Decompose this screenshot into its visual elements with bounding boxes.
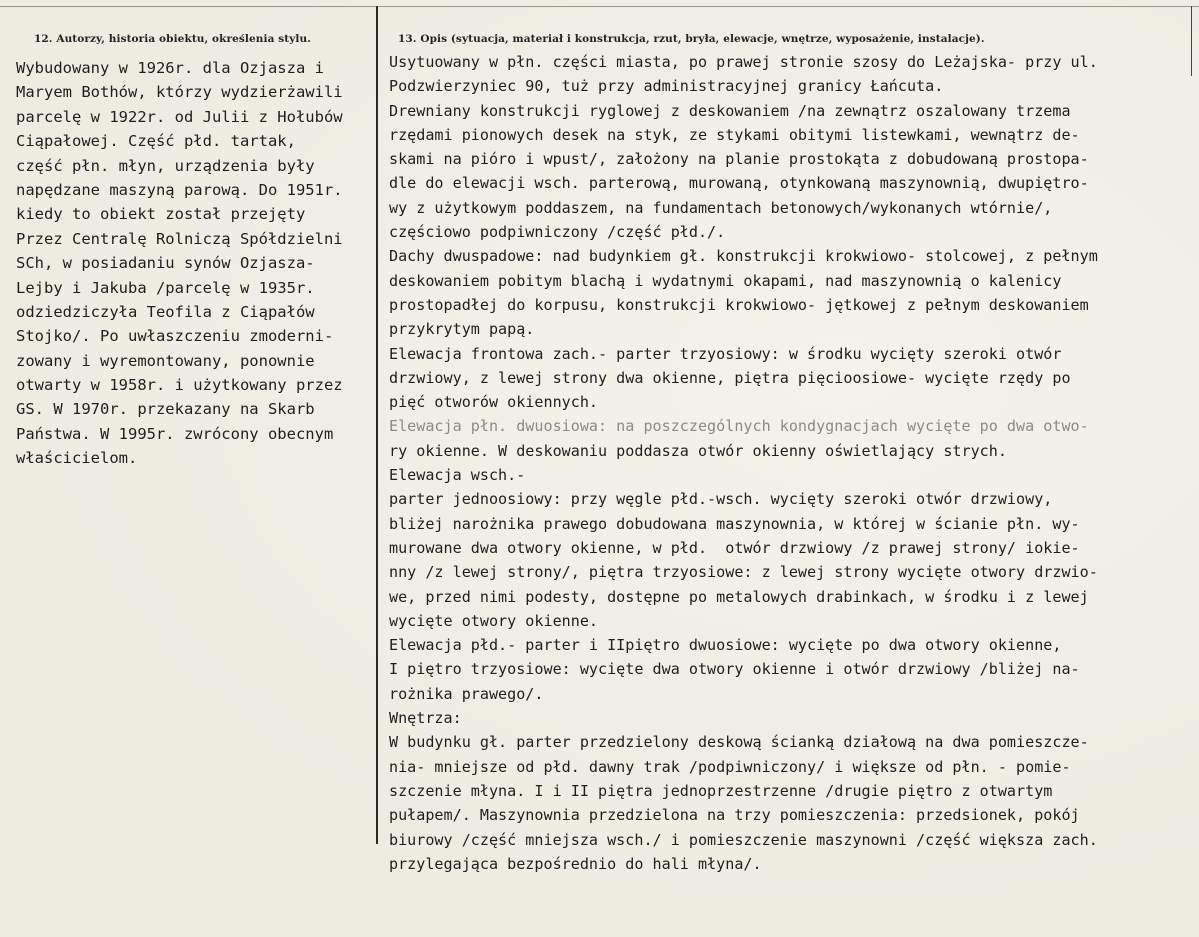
text-line: właścicielom. xyxy=(16,449,138,468)
top-rule xyxy=(0,6,1199,7)
text-line: nia- mniejsze od płd. dawny trak /podpiwniczony/ i większe od płn. - pomie- xyxy=(389,757,1071,776)
text-line: rożnika prawego/. xyxy=(389,684,544,703)
text-line: GS. W 1970r. przekazany na Skarb xyxy=(16,400,315,419)
column-divider xyxy=(376,6,378,844)
text-line: Elewacja frontowa zach.- parter trzyosiowy: w środku wycięty szeroki otwór xyxy=(389,344,1062,363)
text-line: SCh, w posiadaniu synów Ozjasza- xyxy=(16,254,315,273)
history-text-column xyxy=(16,56,343,471)
text-line: Elewacja płd.- parter i IIpiętro dwuosiowe: wycięte po dwa otwory okienne, xyxy=(389,636,1062,655)
text-line: biurowy /część mniejsza wsch./ i pomieszczenie maszynowni /część większa zach. xyxy=(389,830,1098,849)
text-line: napędzane maszyną parową. Do 1951r. xyxy=(16,180,343,199)
text-line: murowane dwa otwory okienne, w płd. otwór drzwiowy /z prawej strony/ iokie- xyxy=(389,538,1080,557)
text-line: Ciąpałowej. Część płd. tartak, xyxy=(16,132,296,151)
section-13-header: 13. Opis (sytuacja, materiał i konstrukcja, rzut, bryła, elewacje, wnętrze, wyposażenie, instalacje). xyxy=(398,33,985,45)
text-line: W budynku gł. parter przedzielony deskową ścianką działową na dwa pomieszcze- xyxy=(389,733,1089,752)
text-line: drzwiowy, z lewej strony dwa okienne, piętra pięcioosiowe- wycięte rzędy po xyxy=(389,368,1071,387)
text-line: bliżej narożnika prawego dobudowana maszynownia, w której w ścianie płn. wy- xyxy=(389,514,1080,533)
text-line: częściowo podpiwniczony /część płd./. xyxy=(389,223,726,242)
text-line: szczenie młyna. I i II piętra jednoprzestrzenne /drugie piętro z otwartym xyxy=(389,781,1053,800)
section-12-header: 12. Autorzy, historia obiektu, określenia stylu. xyxy=(34,33,312,45)
text-line: parcelę w 1922r. od Julii z Hołubów xyxy=(16,107,343,126)
text-line: zowany i wyremontowany, ponownie xyxy=(16,351,315,370)
text-line: deskowaniem pobitym blachą i wydatnymi okapami, nad maszynownią o kalenicy xyxy=(389,271,1062,290)
text-line: I piętro trzyosiowe: wycięte dwa otwory okienne i otwór drzwiowy /bliżej na- xyxy=(389,660,1080,679)
text-line: część płn. młyn, urządzenia były xyxy=(16,156,315,175)
text-line: przylegająca bezpośrednio do hali młyna/. xyxy=(389,854,762,873)
description-text-column xyxy=(389,50,1098,876)
text-line: nny /z lewej strony/, piętra trzyosiowe: z lewej strony wycięte otwory drzwio- xyxy=(389,563,1098,582)
text-line: Wnętrza: xyxy=(389,709,462,728)
text-line: ry okienne. W deskowaniu poddasza otwór okienny oświetlający strych. xyxy=(389,441,1007,460)
text-line: dle do elewacji wsch. parterową, murowaną, otynkowaną maszynownią, dwupiętro- xyxy=(389,174,1089,193)
text-line: Przez Centralę Rolniczą Spółdzielni xyxy=(16,229,343,248)
text-line: Lejby i Jakuba /parcelę w 1935r. xyxy=(16,278,315,297)
text-line: Dachy dwuspadowe: nad budynkiem gł. konstrukcji krokwiowo- stolcowej, z pełnym xyxy=(389,247,1098,266)
text-line: Elewacja płn. dwuosiowa: na poszczególnych kondygnacjach wycięte po dwa otwo- xyxy=(389,417,1089,436)
right-edge-rule xyxy=(1191,6,1192,76)
text-line: wycięte otwory okienne. xyxy=(389,611,599,630)
text-line: Maryem Bothów, którzy wydzierżawili xyxy=(16,83,343,102)
text-line: prostopadłej do korpusu, konstrukcji krokwiowo- jętkowej z pełnym deskowaniem xyxy=(389,295,1089,314)
text-line: otwarty w 1958r. i użytkowany przez xyxy=(16,376,343,395)
text-line: Podzwierzyniec 90, tuż przy administracyjnej granicy Łańcuta. xyxy=(389,77,944,96)
text-line: Wybudowany w 1926r. dla Ozjasza i xyxy=(16,59,324,77)
text-line: pułapem/. Maszynownia przedzielona na trzy pomieszczenia: przedsionek, pokój xyxy=(389,806,1080,825)
text-line: parter jednoosiowy: przy węgle płd.-wsch. wycięty szeroki otwór drzwiowy, xyxy=(389,490,1053,509)
text-line: Drewniany konstrukcji ryglowej z deskowaniem /na zewnątrz oszalowany trzema xyxy=(389,101,1071,120)
text-line: odziedziczyła Teofila z Ciąpałów xyxy=(16,302,315,321)
text-line: skami na pióro i wpust/, założony na planie prostokąta z dobudowaną prostopa- xyxy=(389,150,1089,169)
text-line: kiedy to obiekt został przejęty xyxy=(16,205,306,224)
text-line: pięć otworów okiennych. xyxy=(389,393,599,412)
text-line: Państwa. W 1995r. zwrócony obecnym xyxy=(16,424,334,443)
text-line: we, przed nimi podesty, dostępne po metalowych drabinkach, w środku i z lewej xyxy=(389,587,1089,606)
text-line: Elewacja wsch.- xyxy=(389,466,526,485)
text-line: przykrytym papą. xyxy=(389,320,535,339)
text-line: rzędami pionowych desek na styk, ze stykami obitymi listewkami, wewnątrz de- xyxy=(389,125,1080,144)
text-line: Usytuowany w płn. części miasta, po prawej stronie szosy do Leżajska- przy ul. xyxy=(389,53,1098,71)
text-line: wy z użytkowym poddaszem, na fundamentach betonowych/wykonanych wtórnie/, xyxy=(389,198,1053,217)
text-line: Stojko/. Po uwłaszczeniu zmoderni- xyxy=(16,327,334,346)
